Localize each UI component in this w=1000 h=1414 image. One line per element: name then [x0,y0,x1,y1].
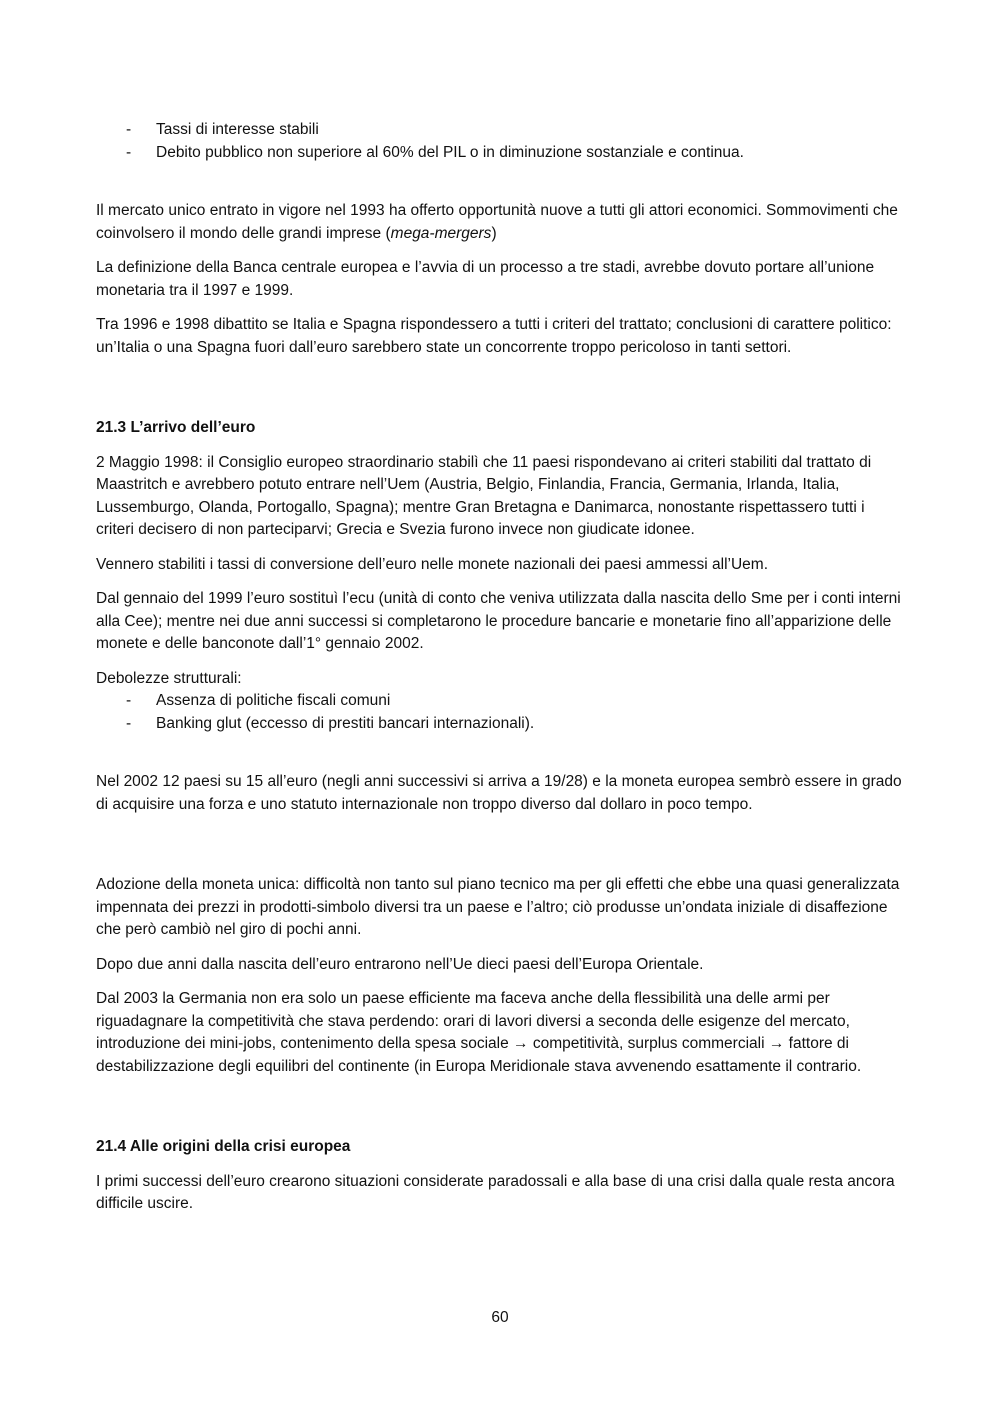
list-item [96,119,906,142]
bullet-dash: - [126,692,132,709]
list-item [96,690,906,713]
page-number: 60 [491,1309,509,1326]
arrow-right-icon: → [768,1035,785,1052]
paragraph: 2 Maggio 1998: il Consiglio europeo straordinario stabilì che 11 paesi rispondevano ai criteri stabiliti dal trattato di Maastritch e avrebbero potuto entrare nell’Uem (Austria, Belgio, Finlandia, Francia, Germania, Irlanda, Italia, Lussemburgo, Olanda, Portogallo, Spagna); mentre Gran Bretagna e Danimarca, nonostante rispettassero tutti i criteri decisero di non parteciparvi; Grecia e Svezia furono invece non giudicate idonee. [96,453,872,538]
section-heading-21-4: 21.4 Alle origini della crisi europea [96,1138,351,1155]
weaknesses-list [96,690,906,735]
list-item-text: Assenza di politiche fiscali comuni [156,692,391,709]
list-item-text: Tassi di interesse stabili [156,121,319,138]
paragraph-text: Dal 2003 la Germania non era solo un paese efficiente ma faceva anche della flessibilità una delle armi per riguadagnare la competitività che stava perdendo: orari di lavori diversi a seconda delle esigenze del mercato, introduzione dei mini-jobs, contenimento della spesa sociale [96,990,850,1052]
paragraph: Vennero stabiliti i tassi di conversione dell’euro nelle monete nazionali dei paesi ammessi all’Uem. [96,555,769,573]
paragraph [96,988,906,1078]
paragraph-text: fattore di destabilizzazione degli equilibri del continente (in Europa Meridionale stava avvenendo esattamente il contrario. [96,1035,862,1075]
list-item-text: Banking glut (eccesso di prestiti bancari internazionali). [156,714,535,732]
paragraph: Adozione della moneta unica: difficoltà non tanto sul piano tecnico ma per gli effetti che ebbe una quasi generalizzata impennata dei prezzi in prodotti-simbolo diversi tra un paese e l’altro; ciò produsse un’ondata iniziale di disaffezione che però cambiò nel giro di pochi anni. [96,876,900,938]
paragraph-text: competitività, surplus commerciali [528,1035,769,1052]
paragraph: I primi successi dell’euro crearono situazioni considerate paradossali e alla base di una crisi dalla quale resta ancora difficile uscire. [96,1172,895,1212]
list-item-text: Debito pubblico non superiore al 60% del PIL o in diminuzione sostanziale e continua. [156,143,744,161]
bullet-dash: - [126,121,132,138]
paragraph-text: Il mercato unico entrato in vigore nel 1993 ha offerto opportunità nuove a tutti gli attori economici. Sommovimenti che coinvolsero il mondo delle grandi imprese ( [96,202,898,242]
bullet-dash: - [126,714,132,732]
arrow-right-icon: → [513,1035,529,1052]
paragraph: Tra 1996 e 1998 dibattito se Italia e Spagna rispondessero a tutti i criteri del trattato; conclusioni di carattere politico: un’Italia o una Spagna fuori dall’euro sarebbero state un concorrente troppo pericoloso in tanti settori. [96,316,892,356]
list-item [96,142,906,165]
document-body [96,119,906,1216]
list-item [96,713,906,736]
paragraph: La definizione della Banca centrale europea e l’avvia di un processo a tre stadi, avrebbe dovuto portare all’unione monetaria tra il 1997 e 1999. [96,259,875,299]
paragraph: Dopo due anni dalla nascita dell’euro entrarono nell’Ue dieci paesi dell’Europa Orientale. [96,955,704,973]
paragraph: Debolezze strutturali: [96,669,242,687]
bullet-dash: - [126,143,132,161]
paragraph: Nel 2002 12 paesi su 15 all’euro (negli anni successivi si arriva a 19/28) e la moneta europea sembrò essere in grado di acquisire una forza e uno statuto internazionale non troppo diverso dal dollaro in poco tempo. [96,773,902,813]
paragraph [96,200,906,245]
paragraph: Dal gennaio del 1999 l’euro sostituì l’ecu (unità di conto che veniva utilizzata dalla nascita dello Sme per i conti interni alla Cee); mentre nei due anni successi si completarono le procedure bancarie e monetarie fino all’apparizione delle monete e delle banconote dall’1° gennaio 2002. [96,590,901,652]
italic-term: mega-mergers [390,224,492,242]
section-heading-21-3: 21.3 L’arrivo dell’euro [96,419,256,436]
paragraph-text: ) [491,224,497,242]
criteria-list [96,119,906,164]
